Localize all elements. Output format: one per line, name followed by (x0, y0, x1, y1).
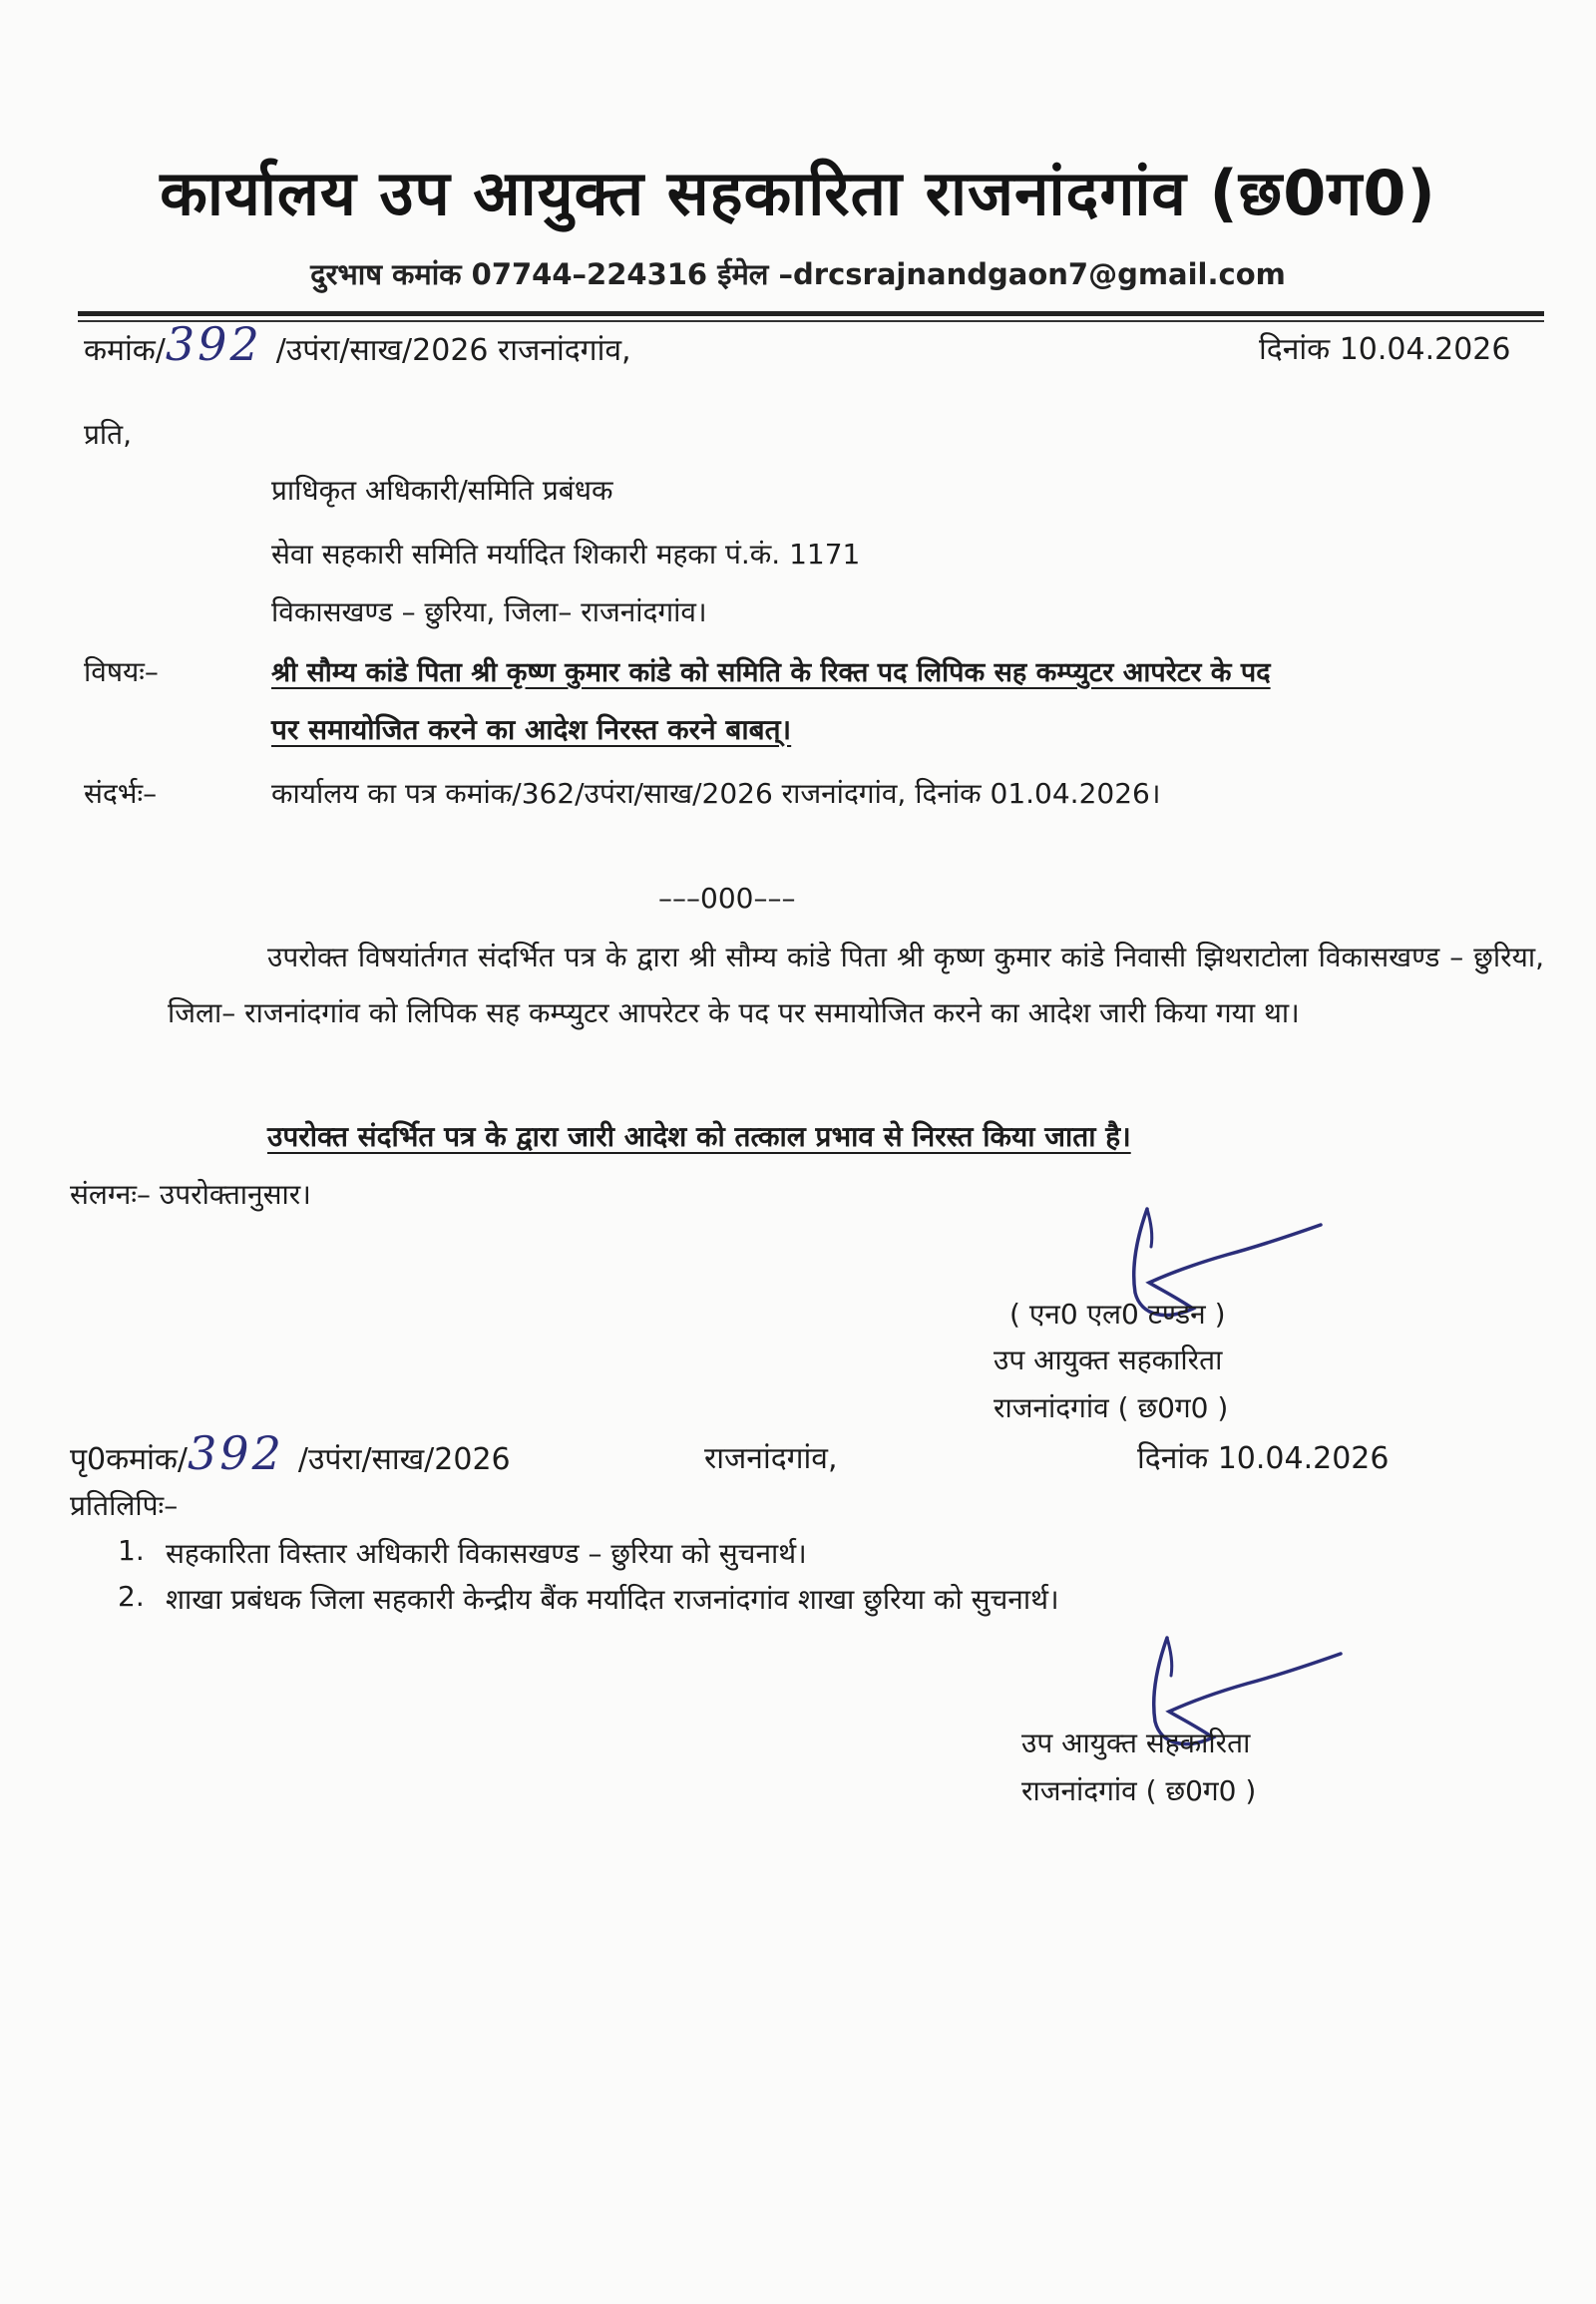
subject-line1: श्री सौम्य कांडे पिता श्री कृष्ण कुमार कांडे को समिति के रिक्त पद लिपिक सह कम्प्युटर आपरेटर के पद (271, 657, 1271, 688)
endorsement-line (70, 1426, 511, 1480)
ref-number-handwritten: 392 (165, 317, 262, 371)
office-title: कार्यालय उप आयुक्त सहकारिता राजनांदगांव (छ0ग0) (160, 157, 1436, 229)
contact-line: दुरभाष कमांक 07744–224316 ईमेल –drcsrajnandgaon7@gmail.com (310, 257, 1286, 291)
signatory-name: ( एन0 एल0 टण्डन ) (1009, 1298, 1226, 1331)
reference-label: संदर्भः– (84, 777, 158, 810)
body-paragraph-2: उपरोक्त संदर्भित पत्र के द्वारा जारी आदेश को तत्काल प्रभाव से निरस्त किया जाता है। (267, 1120, 1131, 1153)
recipient-to: प्रति, (84, 418, 133, 451)
endorsement-suffix: /उपंरा/साख/2026 (297, 1442, 511, 1477)
section-divider: –––000––– (658, 882, 796, 915)
signatory-place: राजनांदगांव ( छ0ग0 ) (994, 1391, 1229, 1424)
ref-line (84, 317, 631, 371)
ref-prefix: कमांक/ (84, 333, 166, 368)
copy-item-2-num: 2. (118, 1580, 145, 1613)
signatory2-designation: उप आयुक्त सहकारिता (1021, 1727, 1251, 1759)
recipient-line2: सेवा सहकारी समिति मर्यादित शिकारी महका पं.कं. 1171 (271, 538, 861, 571)
endorsement-prefix: पृ0कमांक/ (70, 1442, 189, 1477)
signatory-designation: उप आयुक्त सहकारिता (994, 1344, 1223, 1376)
endorsement-place: राजनांदगांव, (704, 1441, 838, 1476)
copy-item-1-num: 1. (118, 1534, 145, 1567)
reference-text: कार्यालय का पत्र कमांक/362/उपंरा/साख/2026 राजनांदगांव, दिनांक 01.04.2026। (271, 777, 1161, 810)
subject-line2: पर समायोजित करने का आदेश निरस्त करने बाबत्। (271, 713, 792, 746)
ref-date: दिनांक 10.04.2026 (1259, 332, 1511, 367)
endorsement-date: दिनांक 10.04.2026 (1137, 1441, 1390, 1476)
endorsement-number-handwritten: 392 (188, 1426, 284, 1480)
signatory2-place: राजनांदगांव ( छ0ग0 ) (1021, 1774, 1257, 1807)
body-paragraph-1 (168, 930, 1544, 1041)
copy-item-2: शाखा प्रबंधक जिला सहकारी केन्द्रीय बैंक मर्यादित राजनांदगांव शाखा छुरिया को सुचनार्थ। (166, 1583, 1059, 1616)
ref-suffix: /उपंरा/साख/2026 राजनांदगांव, (275, 333, 631, 368)
enclosure-note: संलग्नः– उपरोक्तानुसार। (70, 1178, 311, 1211)
recipient-line3: विकासखण्ड – छुरिया, जिला– राजनांदगांव। (271, 595, 707, 628)
letterhead-rule (78, 311, 1544, 316)
copy-item-1: सहकारिता विस्तार अधिकारी विकासखण्ड – छुरिया को सुचनार्थ। (166, 1537, 807, 1570)
recipient-line1: प्राधिकृत अधिकारी/समिति प्रबंधक (271, 474, 613, 507)
body-paragraph-1-text: उपरोक्त विषयांर्तगत संदर्भित पत्र के द्वारा श्री सौम्य कांडे पिता श्री कृष्ण कुमार कांडे निवासी झिथराटोला विकासखण्ड – छुरिया, जिला– राजनांदगांव को लिपिक सह कम्प्युटर आपरेटर के पद पर समायोजित करने का आदेश जारी किया गया था। (168, 941, 1544, 1029)
subject-label: विषयः– (84, 655, 159, 688)
copy-label: प्रतिलिपिः– (70, 1489, 179, 1522)
